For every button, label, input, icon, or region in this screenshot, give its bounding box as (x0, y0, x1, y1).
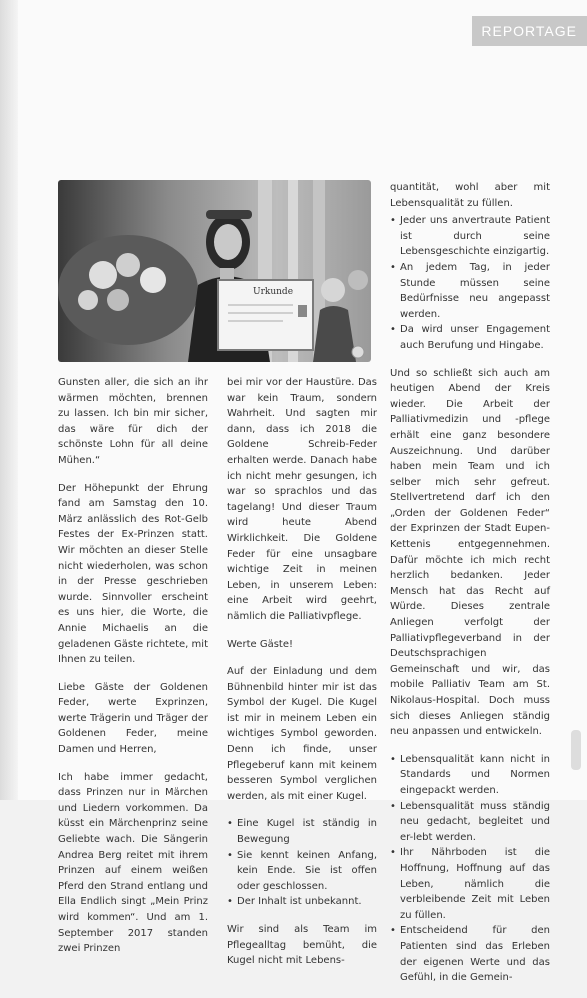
paragraph: Liebe Gäste der Goldenen Feder, werte Exprinzen, werte Trägerin und Träger der Goldenen Feder, meine Damen und Herren, (58, 681, 208, 756)
paragraph: Wir sind als Team im Pflegealltag bemüht, die Kugel nicht mit Lebens- (227, 924, 377, 967)
paragraph: Der Höhepunkt der Ehrung fand am Samstag den 10. März anlässlich des Rot-Gelb Festes der Ex-Prinzen statt. Wir möchten an dieser Stelle nicht wiederholen, was schon in der Presse geschrieben wurde. Sinnvoller erscheint es uns hier, die Worte, die Annie Michaelis an die geladenen Gäste richtete, mit Ihnen zu teilen. (58, 482, 208, 666)
list-item: • Ihr Nährboden ist die Hoffnung, Hoffnung auf das Leben, nämlich die verbleibende Zeit mit Leben zu füllen. (390, 845, 550, 923)
list-item: • Der Inhalt ist unbekannt. (227, 894, 377, 910)
text-column-3 (390, 180, 550, 998)
bullet-list (227, 816, 377, 910)
list-item: • An jedem Tag, in jeder Stunde müssen seine Bedürfnisse neu angepasst werden. (390, 260, 550, 322)
page-spine-shadow (0, 0, 18, 800)
bullet-list (390, 213, 550, 353)
certificate-heading: Urkunde (253, 287, 294, 297)
text-column-2 (227, 375, 377, 981)
list-item: • Sie kennt keinen Anfang, kein Ende. Sie ist offen oder geschlossen. (227, 848, 377, 895)
page-edge-shadow (571, 730, 581, 770)
paragraph: Und so schließt sich auch am heutigen Abend der Kreis wieder. Die Arbeit der Palliativmedizin und -pflege erhält eine ganz besondere Auszeichnung. Und darüber haben mein Team und ich selber mich sehr gefreut. Stellvertretend darf ich den „Orden der Goldenen Feder“ der Exprinzen der Stadt Eupen-Kettenis entgegennehmen. Dafür möchte ich mich recht herzlich bedanken. Jeder Mensch hat das Recht auf Würde. Dieses zentrale Anliegen verfolgt der Palliativpflegeverband in der Deutschsprachigen Gemeinschaft und wir, das mobile Palliativ Team am St. Nikolaus-Hospital. Doch muss sich dieses Anliegen ständig neu anpassen und entwickeln. (390, 367, 550, 738)
paragraph: quantität, wohl aber mit Lebensqualität zu füllen. (390, 182, 550, 209)
list-item: • Eine Kugel ist ständig in Bewegung (227, 816, 377, 847)
paragraph: Gunsten aller, die sich an ihr wärmen möchten, brennen zu lassen. Ich bin mir sicher, das wäre für dich der schönste Lohn für all deine Mühen.“ (58, 377, 208, 466)
text-column-1 (58, 375, 208, 969)
paragraph: Auf der Einladung und dem Bühnenbild hinter mir ist das Symbol der Kugel. Die Kugel ist mir in meinem Leben ein wichtiges Symbol geworden. Denn ich finde, unser Pflegeberuf kann mit keinem besseren Symbol verglichen werden, als mit einer Kugel. (227, 666, 377, 802)
ceremony-photo (58, 180, 371, 362)
paragraph: bei mir vor der Haustüre. Das war kein Traum, sondern Wahrheit. Und sagten mir dann, dass ich 2018 die Goldene Schreib-Feder erhalten werde. Danach habe ich nicht mehr gesungen, ich war so sprachlos und das tagelang! Und dieser Traum wird heute Abend Wirklichkeit. Die Goldene Feder für eine unsagbare wichtige Zeit in meinen Leben, in unserem Leben: eine Arbeit wird geehrt, nämlich die Palliativpflege. (227, 377, 377, 622)
section-tab: REPORTAGE (472, 16, 587, 46)
list-item: • Entscheidend für den Patienten sind das Erleben der eigenen Werte und das Gefühl, in die Gemein- (390, 923, 550, 985)
paragraph: Ich habe immer gedacht, dass Prinzen nur in Märchen und Liedern vorkommen. Da küsst ein Märchenprinz seine Geliebte wach. Die Sängerin Andrea Berg reitet mit ihrem Prinzen auf einem weißen Pferd den Strand entlang und Ella Endlich singt „Mein Prinz wird kommen“. Und am 1. September 2017 standen zwei Prinzen (58, 771, 208, 955)
list-item: • Lebensqualität muss ständig neu gedacht, begleitet und er-lebt werden. (390, 799, 550, 846)
list-item: • Da wird unser Engagement auch Berufung und Hingabe. (390, 322, 550, 353)
ceremony-photo-graphic (58, 180, 371, 362)
bullet-list (390, 752, 550, 986)
list-item: • Lebensqualität kann nicht in Standards und Normen eingepackt werden. (390, 752, 550, 799)
list-item: • Jeder uns anvertraute Patient ist durch seine Lebensgeschichte einzigartig. (390, 213, 550, 260)
paragraph: Werte Gäste! (227, 638, 293, 650)
